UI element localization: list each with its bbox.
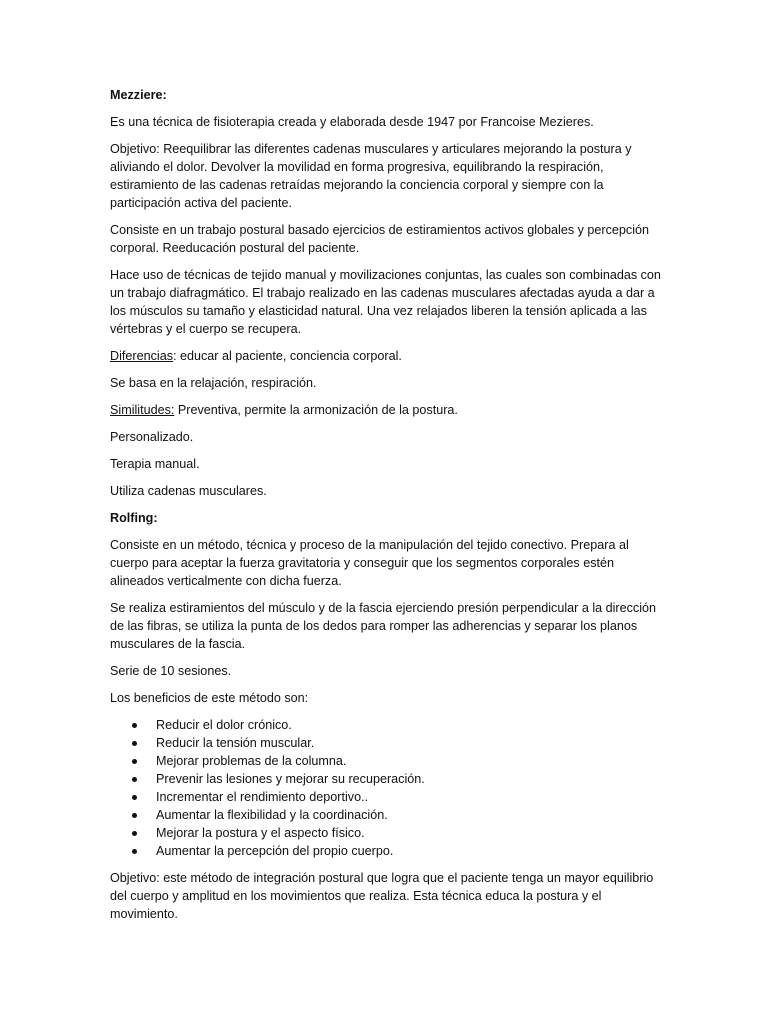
paragraph-utiliza: Utiliza cadenas musculares. (110, 484, 267, 498)
list-item-text: Aumentar la percepción del propio cuerpo. (156, 844, 394, 858)
paragraph-relajacion: Se basa en la relajación, respiración. (110, 376, 317, 390)
paragraph-similitudes (110, 401, 670, 419)
similitudes-label: Similitudes: (110, 403, 175, 417)
paragraph-serie: Serie de 10 sesiones. (110, 664, 232, 678)
diferencias-text: : educar al paciente, conciencia corporal. (173, 349, 402, 363)
list-item-text: Reducir el dolor crónico. (156, 718, 292, 732)
paragraph-diferencias (110, 347, 670, 365)
paragraph-tecnicas: Hace uso de técnicas de tejido manual y movilizaciones conjuntas, las cuales son combinadas con un trabajo diafragmático. El trabajo realizado en las cadenas musculares afectadas ayuda a dar a los músculos su tamaño y elasticidad natural. Una vez relajados liberen la tensión aplicada a las vértebras y el cuerpo se recupera. (110, 268, 661, 336)
section-heading-rolfing: Rolfing: (110, 511, 158, 525)
paragraph-objetivo-rolfing: Objetivo: este método de integración postural que logra que el paciente tenga un mayor equilibrio del cuerpo y amplitud en los movimientos que realiza. Esta técnica educa la postura y el movimiento. (110, 871, 654, 921)
paragraph-beneficios-intro: Los beneficios de este método son: (110, 691, 309, 705)
list-item-text: Aumentar la flexibilidad y la coordinación. (156, 808, 388, 822)
list-item (156, 734, 670, 752)
list-item-text: Mejorar problemas de la columna. (156, 754, 347, 768)
list-item (156, 842, 670, 860)
list-item (156, 716, 670, 734)
bullet-icon (132, 741, 137, 746)
bullet-icon (132, 849, 137, 854)
bullet-icon (132, 723, 137, 728)
paragraph-realiza: Se realiza estiramientos del músculo y de la fascia ejerciendo presión perpendicular a la dirección de las fibras, se utiliza la punta de los dedos para romper las adherencias y separar los planos musculares de la fascia. (110, 601, 657, 651)
paragraph-consiste-mezziere: Consiste en un trabajo postural basado ejercicios de estiramientos activos globales y percepción corporal. Reeducación postural del paciente. (110, 223, 650, 255)
bullet-icon (132, 795, 137, 800)
list-item-text: Reducir la tensión muscular. (156, 736, 315, 750)
bullet-icon (132, 759, 137, 764)
bullet-icon (132, 777, 137, 782)
bullet-icon (132, 831, 137, 836)
benefits-list (110, 716, 670, 860)
similitudes-text: Preventiva, permite la armonización de la postura. (174, 403, 458, 417)
list-item (156, 806, 670, 824)
paragraph-terapia: Terapia manual. (110, 457, 200, 471)
list-item-text: Prevenir las lesiones y mejorar su recuperación. (156, 772, 425, 786)
paragraph-personalizado: Personalizado. (110, 430, 194, 444)
list-item (156, 770, 670, 788)
paragraph-consiste-rolfing: Consiste en un método, técnica y proceso de la manipulación del tejido conectivo. Prepara al cuerpo para aceptar la fuerza gravitatoria y conseguir que los segmentos corporales estén alineados verticalmente con dicha fuerza. (110, 538, 629, 588)
list-item-text: Incrementar el rendimiento deportivo.. (156, 790, 369, 804)
document-page (110, 86, 670, 932)
diferencias-label: Diferencias (110, 349, 173, 363)
list-item (156, 824, 670, 842)
list-item (156, 752, 670, 770)
bullet-icon (132, 813, 137, 818)
paragraph-intro: Es una técnica de fisioterapia creada y elaborada desde 1947 por Francoise Mezieres. (110, 115, 594, 129)
section-heading-mezziere: Mezziere: (110, 88, 167, 102)
paragraph-objetivo-mezziere: Objetivo: Reequilibrar las diferentes cadenas musculares y articulares mejorando la postura y aliviando el dolor. Devolver la movilidad en forma progresiva, equilibrando la respiración, estiramiento de las cadenas retraídas mejorando la conciencia corporal y siempre con la participación activa del paciente. (110, 142, 632, 210)
list-item-text: Mejorar la postura y el aspecto físico. (156, 826, 365, 840)
list-item (156, 788, 670, 806)
